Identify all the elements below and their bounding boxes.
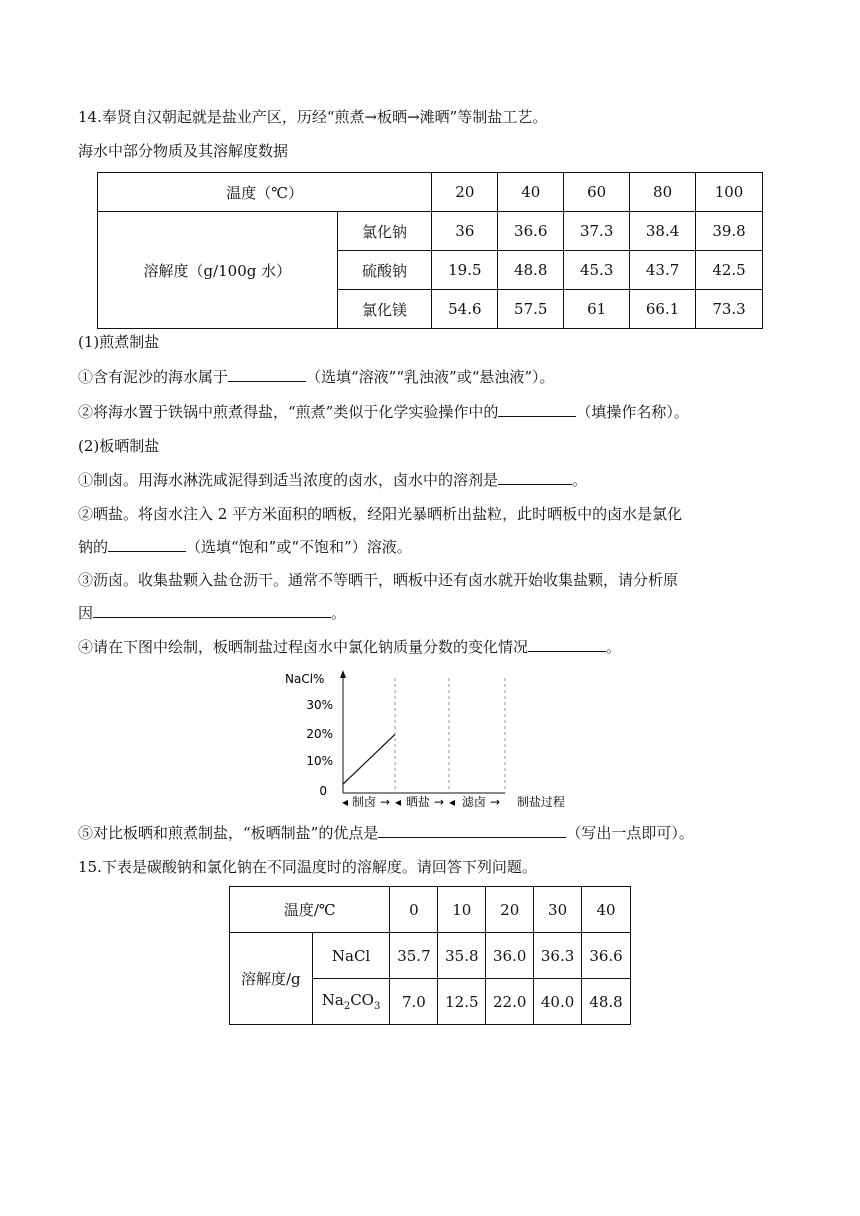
part2-title: (2)板晒制盐: [78, 437, 160, 455]
nacl-trend-line: [343, 734, 395, 784]
stage-label: 制卤: [352, 795, 377, 809]
temp-cell: 100: [696, 173, 763, 212]
stage-arrow-left: ◂: [395, 795, 402, 809]
stage-arrow-left: ◂: [342, 795, 349, 809]
question-text: 因: [78, 604, 94, 622]
value-cell: 19.5: [432, 251, 498, 290]
substance-name: 氯化钠: [337, 212, 432, 251]
value-cell: 37.3: [564, 212, 630, 251]
part1-title: (1)煎煮制盐: [78, 333, 160, 351]
temp-cell: 40: [582, 887, 631, 933]
question-text: ②将海水置于铁锅中煎煮得盐，“煎煮”类似于化学实验操作中的: [78, 403, 499, 421]
question-text: 。: [606, 638, 622, 656]
value-cell: 73.3: [696, 290, 763, 329]
value-cell: 38.4: [630, 212, 696, 251]
value-cell: 40.0: [534, 979, 582, 1025]
temp-cell: 20: [432, 173, 498, 212]
stage-label: 晒盐: [406, 795, 431, 809]
y-tick-label: 20%: [306, 727, 333, 741]
substance-name: 硫酸钠: [337, 251, 432, 290]
stage-label: 滤卤: [462, 795, 487, 809]
question-2-4: [78, 636, 621, 657]
question-text: ④请在下图中绘制，板晒制盐过程卤水中氯化钠质量分数的变化情况: [78, 638, 529, 656]
solubility-row-label: 溶解度（g/100g 水）: [98, 212, 338, 329]
answer-blank[interactable]: [498, 402, 576, 417]
value-cell: 35.8: [438, 933, 486, 979]
answer-blank[interactable]: [378, 823, 566, 838]
nacl-percent-graph: [280, 664, 600, 814]
temp-header: 温度/℃: [230, 887, 390, 933]
value-cell: 22.0: [486, 979, 534, 1025]
value-cell: 66.1: [630, 290, 696, 329]
value-cell: 7.0: [390, 979, 438, 1025]
substance-name: 氯化镁: [337, 290, 432, 329]
table-header-row: [98, 173, 763, 212]
formula-part: Na: [321, 991, 344, 1009]
temp-cell: 0: [390, 887, 438, 933]
question-text: 。: [331, 604, 347, 622]
temp-cell: 80: [630, 173, 696, 212]
question-text: 。: [572, 471, 588, 489]
value-cell: 35.7: [390, 933, 438, 979]
answer-blank[interactable]: [93, 603, 331, 618]
answer-blank[interactable]: [498, 470, 572, 485]
value-cell: 43.7: [630, 251, 696, 290]
question-1-2: [78, 401, 689, 422]
question-2-3-line2: [78, 602, 346, 623]
question-2-5: [78, 822, 694, 843]
question-text: （选填“饱和”或“不饱和”）溶液。: [186, 538, 412, 556]
temp-cell: 40: [498, 173, 564, 212]
answer-blank[interactable]: [528, 637, 606, 652]
question-text: ⑤对比板晒和煎煮制盐，“板晒制盐”的优点是: [78, 824, 379, 842]
solubility-table-q14: [97, 172, 763, 329]
question-text: （选填“溶液”“乳浊液”或“悬浊液”）。: [306, 368, 555, 386]
question-2-2-line2: [78, 536, 412, 557]
table-row: [230, 933, 631, 979]
answer-blank[interactable]: [228, 367, 306, 382]
formula-part: CO: [350, 991, 374, 1009]
question-text: （写出一点即可）。: [566, 824, 694, 842]
table-row: [98, 212, 763, 251]
value-cell: 57.5: [498, 290, 564, 329]
value-cell: 48.8: [582, 979, 631, 1025]
value-cell: 12.5: [438, 979, 486, 1025]
stage-arrow-left: ◂: [449, 795, 456, 809]
y-axis-arrow: [340, 670, 346, 678]
stage-label-group: [342, 794, 565, 809]
question-2-1: [78, 469, 587, 490]
table-header-row: [230, 887, 631, 933]
value-cell: 36.3: [534, 933, 582, 979]
question-2-3-line1: ③沥卤。收集盐颗入盐仓沥干。通常不等晒干，晒板中还有卤水就开始收集盐颗，请分析原: [78, 571, 679, 589]
formula-subscript: 3: [373, 1001, 381, 1012]
value-cell: 36.6: [582, 933, 631, 979]
solubility-row-label: 溶解度/g: [230, 933, 313, 1025]
temp-cell: 30: [534, 887, 582, 933]
y-tick-label: 10%: [306, 754, 333, 768]
substance-name: NaCl: [312, 933, 390, 979]
stage-arrow-right: →: [434, 795, 445, 809]
formula-subscript: 2: [343, 1001, 351, 1012]
q15-title: 15.下表是碳酸钠和氯化钠在不同温度时的溶解度。请回答下列问题。: [78, 858, 537, 876]
value-cell: 36.0: [486, 933, 534, 979]
temp-cell: 60: [564, 173, 630, 212]
solubility-table-q15: [229, 886, 631, 1025]
stage-arrow-right: →: [380, 795, 391, 809]
question-text: （填操作名称）。: [576, 403, 689, 421]
value-cell: 42.5: [696, 251, 763, 290]
temp-header: 温度（℃）: [98, 173, 432, 212]
value-cell: 54.6: [432, 290, 498, 329]
table-caption: 海水中部分物质及其溶解度数据: [78, 142, 289, 160]
question-text: ①含有泥沙的海水属于: [78, 368, 229, 386]
question-text: ①制卤。用海水淋洗咸泥得到适当浓度的卤水，卤水中的溶剂是: [78, 471, 499, 489]
value-cell: 45.3: [564, 251, 630, 290]
question-2-2-line1: ②晒盐。将卤水注入 2 平方米面积的晒板，经阳光暴晒析出盐粒，此时晒板中的卤水是氯化: [78, 505, 683, 523]
y-tick-label: 30%: [306, 698, 333, 712]
q14-title: 14.奉贤自汉朝起就是盐业产区，历经“煎煮→板晒→滩晒”等制盐工艺。: [78, 108, 548, 126]
substance-name: [312, 979, 390, 1025]
stage-arrow-right: →: [490, 795, 501, 809]
value-cell: 48.8: [498, 251, 564, 290]
temp-cell: 20: [486, 887, 534, 933]
y-tick-label: 0: [319, 784, 327, 798]
value-cell: 36: [432, 212, 498, 251]
y-axis-label: NaCl%: [285, 672, 325, 686]
answer-blank[interactable]: [108, 537, 186, 552]
temp-cell: 10: [438, 887, 486, 933]
value-cell: 36.6: [498, 212, 564, 251]
value-cell: 39.8: [696, 212, 763, 251]
x-axis-label: 制盐过程: [517, 795, 566, 809]
value-cell: 61: [564, 290, 630, 329]
question-1-1: [78, 366, 555, 387]
question-text: 钠的: [78, 538, 109, 556]
